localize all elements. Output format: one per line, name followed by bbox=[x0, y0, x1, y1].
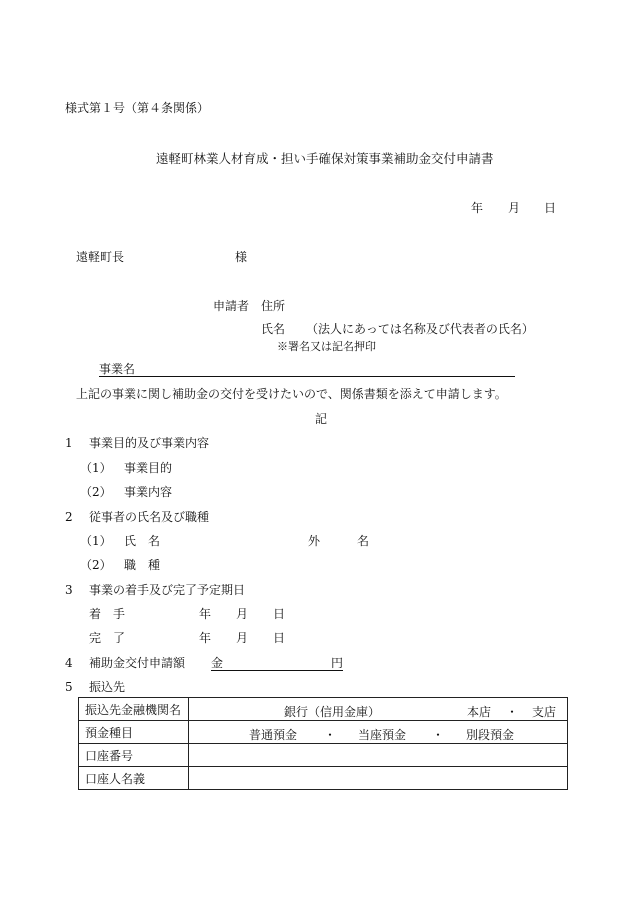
separator-dot: ・ bbox=[506, 705, 519, 719]
project-name-field[interactable] bbox=[99, 363, 515, 377]
section3-end-year: 年 bbox=[199, 631, 212, 645]
section2-item1-label: 氏 名 bbox=[124, 534, 161, 548]
date-day-label: 日 bbox=[544, 201, 557, 215]
section1-item1-label: 事業目的 bbox=[124, 461, 173, 475]
section3-end-day: 日 bbox=[273, 631, 286, 645]
ki-mark: 記 bbox=[315, 412, 328, 426]
section3-end-month: 月 bbox=[236, 631, 249, 645]
section5-title: 振込先 bbox=[89, 680, 126, 694]
deposit-type-cell[interactable] bbox=[189, 721, 568, 744]
applicant-label: 申請者 bbox=[213, 299, 250, 313]
section3-end-label: 完 了 bbox=[89, 631, 126, 645]
addressee-name: 遠軽町長 bbox=[76, 250, 125, 264]
applicant-name-label: 氏名 bbox=[261, 322, 286, 336]
account-number-label: 口座番号 bbox=[79, 744, 189, 767]
section2-title: 従事者の氏名及び職種 bbox=[89, 510, 210, 524]
form-title: 遠軽町林業人材育成・担い手確保対策事業補助金交付申請書 bbox=[156, 151, 494, 166]
bank-row-account-holder bbox=[79, 767, 568, 790]
section3-start-year: 年 bbox=[199, 607, 212, 621]
shiten-text: 支店 bbox=[532, 705, 557, 719]
seal-note: ※署名又は記名押印 bbox=[277, 340, 376, 353]
project-name-label: 事業名 bbox=[99, 362, 136, 376]
statement: 上記の事業に関し補助金の交付を受けたいので、関係書類を添えて申請します。 bbox=[76, 387, 507, 401]
section1-number: 1 bbox=[65, 436, 73, 450]
section4-number: 4 bbox=[65, 656, 73, 670]
deposit-option-special[interactable]: 別段預金 bbox=[466, 728, 515, 742]
addressee-honorific: 様 bbox=[235, 250, 248, 264]
amount-field[interactable] bbox=[211, 657, 343, 671]
date-month-label: 月 bbox=[508, 201, 521, 215]
bank-table bbox=[78, 697, 568, 790]
honten-text: 本店 bbox=[467, 705, 492, 719]
account-holder-cell[interactable] bbox=[189, 767, 568, 790]
account-number-cell[interactable] bbox=[189, 744, 568, 767]
section2-item2-label: 職 種 bbox=[124, 558, 161, 572]
separator-dot: ・ bbox=[432, 728, 445, 742]
account-holder-label: 口座人名義 bbox=[79, 767, 189, 790]
deposit-option-current[interactable]: 当座預金 bbox=[358, 728, 407, 742]
section1-item2-number: （2） bbox=[80, 485, 112, 499]
section2-item1-number: （1） bbox=[80, 534, 112, 548]
section2-number: 2 bbox=[65, 510, 73, 524]
applicant-address-label: 住所 bbox=[261, 299, 286, 313]
section4-title: 補助金交付申請額 bbox=[89, 656, 186, 670]
form-number: 様式第１号（第４条関係） bbox=[65, 101, 210, 115]
amount-suffix: 円 bbox=[330, 656, 343, 670]
section3-start-month: 月 bbox=[236, 607, 249, 621]
section1-item2-label: 事業内容 bbox=[124, 485, 173, 499]
applicant-name-note: （法人にあっては名称及び代表者の氏名） bbox=[306, 322, 534, 336]
section2-item1-extra2: 名 bbox=[357, 534, 370, 548]
section2-item2-number: （2） bbox=[80, 558, 112, 572]
section3-number: 3 bbox=[65, 583, 73, 597]
bank-row-deposit-type bbox=[79, 721, 568, 744]
bank-row-institution bbox=[79, 698, 568, 721]
section5-number: 5 bbox=[65, 680, 73, 694]
section1-item1-number: （1） bbox=[80, 461, 112, 475]
deposit-type-label: 預金種目 bbox=[79, 721, 189, 744]
section2-item1-extra1: 外 bbox=[308, 534, 321, 548]
section3-title: 事業の着手及び完了予定期日 bbox=[89, 583, 246, 597]
date-year-label: 年 bbox=[471, 201, 484, 215]
deposit-option-ordinary[interactable]: 普通預金 bbox=[249, 728, 298, 742]
bank-institution-cell[interactable] bbox=[189, 698, 568, 721]
section1-title: 事業目的及び事業内容 bbox=[89, 436, 210, 450]
bank-type-text: 銀行（信用金庫） bbox=[284, 705, 381, 719]
bank-institution-label: 振込先金融機関名 bbox=[79, 698, 189, 721]
amount-prefix: 金 bbox=[211, 656, 224, 670]
section3-start-day: 日 bbox=[273, 607, 286, 621]
bank-row-account-number bbox=[79, 744, 568, 767]
section3-start-label: 着 手 bbox=[89, 607, 126, 621]
separator-dot: ・ bbox=[324, 728, 337, 742]
